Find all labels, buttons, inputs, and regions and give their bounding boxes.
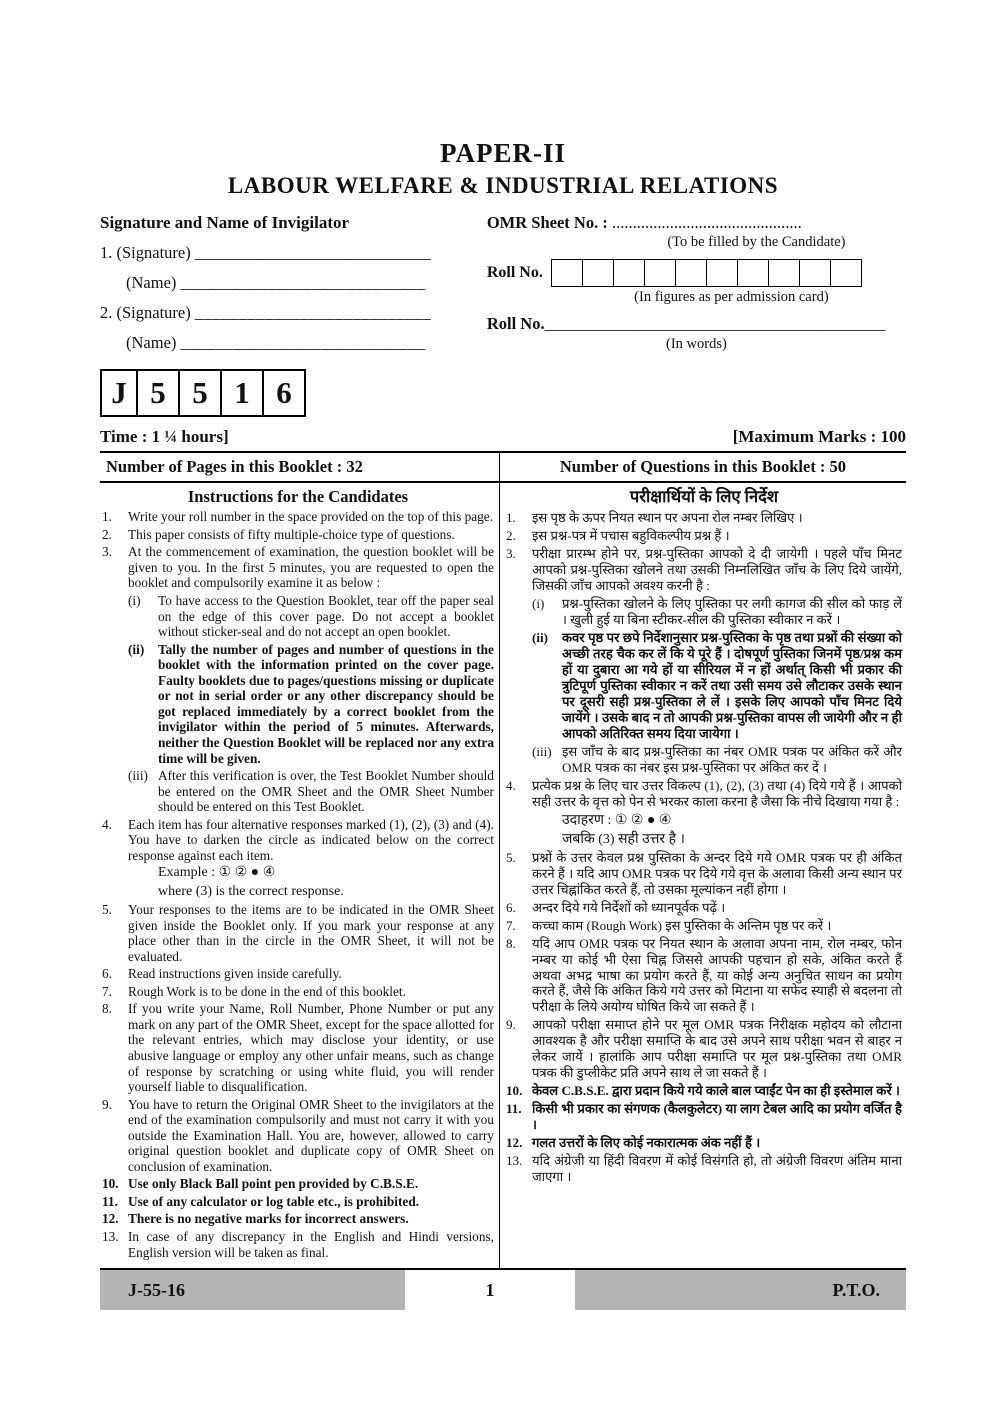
instruction-text: Read instructions given inside carefully. [128,966,342,982]
instruction-text: Your responses to the items are to be indicated in the OMR Sheet given inside the Booklet only. If you mark your response at any place other than in the circle in the OMR Sheet, it will not be evaluated. [128,902,494,964]
instruction-item [102,527,494,543]
header-section [100,213,906,417]
instruction-number: 3. [102,544,112,560]
footer-booklet-code-text: J-55-16 [128,1279,185,1300]
roll-no-words-row [487,314,906,334]
roll-no-cell [799,260,830,287]
instruction-text: इस प्रश्न-पत्र में पचास बहुविकल्पीय प्रश्न हैं । [531,528,730,544]
name-1-label: (Name) [126,273,177,292]
instructions-english [100,483,499,1268]
booklet-code-cell: 5 [137,370,179,416]
instruction-item [102,1176,494,1192]
instruction-text: प्रश्नों के उत्तर केवल प्रश्न पुस्तिका के अन्दर दिये गये OMR पत्रक पर ही अंकित करने हैं । यदि आप OMR पत्रक पर दिये गये वृत्त के अलावा किसी अन्य स्थान पर उत्तर चिह्नांकित करते हैं, तो उसका मूल्यांकन नहीं होगा । [531,849,902,897]
instruction-item [102,544,494,591]
invigilator-section [100,213,483,417]
instruction-item [128,642,494,766]
instruction-number: 2. [102,526,112,542]
instruction-text: This paper consists of fifty multiple-choice type of questions. [128,526,455,542]
footer-bar [100,1270,906,1310]
roll-no-label: Roll No. [486,264,543,281]
signature-2-blank: ___________________________ [194,303,432,322]
roll-no-cell [706,260,737,287]
name-line-1 [126,273,477,293]
instruction-text: Write your roll number in the space provided on the top of this page. [128,509,494,525]
booklet-code-box [100,369,306,417]
roll-no-cell [830,260,861,287]
instruction-item [102,984,494,1000]
instruction-item [532,596,902,628]
roll-no-cell [768,260,799,287]
signature-1-blank: ___________________________ [194,243,432,262]
roll-no-row [487,259,906,287]
instruction-text: After this verification is over, the Test Booklet Number should be entered on the OMR Sheet and the OMR Sheet Number should be entered on this Test Booklet. [158,768,494,815]
instruction-item [102,1001,494,1094]
instruction-number: 4. [505,777,516,793]
time-marks-row [100,427,906,451]
booklet-code-cell: 5 [179,370,221,416]
instruction-text: You have to return the Original OMR Sheet to the invigilators at the end of the examination compulsorily and must not carry it with you outside the Examination Hall. You are, however, allowed to carry original question booklet and duplicate copy of OMR Sheet on conclusion of examination. [128,1096,494,1174]
instruction-text: Rough Work is to be done in the end of this booklet. [128,983,406,999]
footer-page-number: 1 [485,1279,495,1300]
roll-no-words-blank: _______________________________________ [544,314,886,333]
roll-no-boxes [551,259,862,287]
instruction-text: आपको परीक्षा समाप्त होने पर मूल OMR पत्रक निरीक्षक महोदय को लौटाना आवश्यक है और परीक्षा समाप्ति के बाद उसे अपने साथ परीक्षा भवन से बाहर न लेकर जायें । हालांकि आप परीक्षा समाप्ति पर मूल प्रश्न-पुस्तिका तथा OMR पत्रक की डुप्लीकेट प्रति अपने साथ ले जा सकते हैं । [531,1017,902,1081]
roll-no-cell [675,260,706,287]
instruction-text: अन्दर दिये गये निर्देशों को ध्यानपूर्वक पढ़ें । [531,899,726,915]
instruction-item [506,1153,902,1185]
instruction-item [128,593,494,640]
name-2-blank: ____________________________ [180,333,426,352]
instruction-text: इस जाँच के बाद प्रश्न-पुस्तिका का नंबर OMR पत्रक पर अंकित करें और OMR पत्रक का नंबर इस प्रश्न-पुस्तिका पर अंकित कर दें । [561,743,902,775]
instruction-text: At the commencement of examination, the question booklet will be given to you. In the first 5 minutes, you are requested to open the booklet and compulsorily examine it as below : [128,544,494,591]
questions-count: Number of Questions in this Booklet : 50 [499,453,906,481]
instruction-item [506,528,902,544]
page-content [100,138,906,1310]
invigilator-heading: Signature and Name of Invigilator [100,213,350,232]
name-2-label: (Name) [126,333,177,352]
roll-no-cell [644,260,675,287]
instruction-number: 6. [102,966,112,982]
title-block [100,138,906,199]
instruction-text: कच्चा काम (Rough Work) इस पुस्तिका के अन्तिम पृष्ठ पर करें । [531,917,832,933]
instruction-text: If you write your Name, Roll Number, Phone Number or put any mark on any part of the OMR Sheet, except for the space allotted for the relevant entries, which may disclose your identity, or use abusive language or employ any other unfair means, such as change of response by scratching or using white fluid, you will render yourself liable to disqualification. [128,1001,494,1095]
instruction-item [102,902,494,964]
instruction-number: 4. [102,816,112,832]
instruction-item [506,510,902,526]
instruction-text: प्रत्येक प्रश्न के लिए चार उत्तर विकल्प (1), (2), (3) तथा (4) दिये गये हैं । आपको सही उत्तर के वृत्त को पेन से भरकर काला करना है जैसा कि नीचे दिखाया गया है : [531,777,902,809]
instruction-item [102,966,494,982]
roll-no-words-note: (In words) [666,336,727,352]
instruction-extra: Example : ① ② ● ④ [158,865,276,881]
instruction-number: 5. [505,849,516,865]
instruction-extra: उदाहरण : ① ② ● ④ [561,812,672,828]
signature-1-label: 1. (Signature) [100,243,191,262]
instruction-number: 13. [505,1153,523,1169]
instruction-number: (ii) [128,641,145,657]
omr-sheet-no-label: OMR Sheet No. : [486,213,608,232]
signature-2-label: 2. (Signature) [100,303,191,322]
instruction-text: गलत उत्तरों के लिए कोई नकारात्मक अंक नहीं हैं । [531,1135,761,1151]
instruction-number: (i) [531,595,545,611]
instruction-text: यदि आप OMR पत्रक पर नियत स्थान के अलावा अपना नाम, रोल नम्बर, फोन नम्बर या कोई भी ऐसा चिह्न जिससे आपकी पहचान हो सके, अंकित करते हैं अथवा अभद्र भाषा का प्रयोग करते हैं, या कोई अन्य अनुचित साधन का प्रयोग करते हैं, जैसे कि अंकित किये गये उत्तर को मिटाना या सफेद स्याही से बदलना तो परीक्षा के लिये अयोग्य घोषित किये जा सकते हैं । [531,935,902,1015]
instructions-english-list [102,509,494,1260]
name-line-2 [126,333,477,353]
instruction-number: 1. [505,510,516,526]
roll-no-cell [582,260,613,287]
instruction-number: 8. [505,935,516,951]
instruction-extra: जबकि (3) सही उत्तर है । [561,831,685,847]
instruction-text: किसी भी प्रकार का संगणक (कैलकुलेटर) या लाग टेबल आदि का प्रयोग वर्जित है । [531,1101,902,1133]
instruction-number: 3. [505,546,516,562]
instruction-item [102,817,494,864]
footer-pto-text: P.T.O. [832,1279,880,1300]
instruction-item [506,918,902,934]
instruction-number: 12. [102,1211,119,1227]
instruction-item [506,1017,902,1081]
booklet-code-cell: J [101,370,137,416]
instruction-number: 1. [102,509,112,525]
instructions-hindi [499,483,906,1268]
booklet-code-cell: 6 [263,370,305,416]
instruction-text: Each item has four alternative responses marked (1), (2), (3) and (4). You have to darken the circle as indicated below on the correct response against each item. [128,816,494,863]
instruction-number: 12. [505,1135,523,1151]
instruction-item [506,1135,902,1151]
instruction-item [506,546,902,594]
instructions-section [100,483,906,1270]
instruction-text: प्रश्न-पुस्तिका खोलने के लिए पुस्तिका पर लगी कागज की सील को फाड़ लें । खुली हुई या बिना स्टीकर-सील की पुस्तिका स्वीकार न करें । [561,595,902,627]
instruction-number: 8. [102,1001,112,1017]
instruction-number: 11. [102,1193,118,1209]
maximum-marks-label: [Maximum Marks : 100 [732,427,906,446]
instruction-number: 9. [102,1096,112,1112]
instructions-hindi-heading: परीक्षार्थियों के लिए निर्देश [629,487,779,506]
instruction-item [102,1097,494,1175]
instruction-number: (ii) [531,629,548,645]
booklet-code-cell: 1 [221,370,263,416]
instruction-number: 9. [505,1017,516,1033]
instruction-text: परीक्षा प्रारम्भ होने पर, प्रश्न-पुस्तिका आपको दे दी जायेगी । पहले पाँच मिनट आपको प्रश्न-पुस्तिका खोलने तथा उसकी निम्नलिखित जाँच के लिए दिये जायेंगे, जिसकी जाँच आपको अवश्य करनी है : [531,546,902,593]
omr-sheet-no-row [487,213,906,233]
instruction-text: Use only Black Ball point pen provided by C.B.S.E. [128,1176,419,1192]
instruction-number: (iii) [531,743,552,759]
footer-pto [575,1270,906,1310]
instruction-text: In case of any discrepancy in the English and Hindi versions, English version will be taken as final. [128,1229,494,1260]
name-1-blank: ____________________________ [180,273,426,292]
instruction-item [102,1229,494,1260]
instruction-text: यदि अंग्रेजी या हिंदी विवरण में कोई विसंगति हो, तो अंग्रेजी विवरण अंतिम माना जाएगा । [531,1153,902,1185]
instruction-item [102,1194,494,1210]
roll-no-cell [737,260,768,287]
instruction-number: 13. [102,1229,119,1245]
pages-questions-row [100,451,906,483]
instruction-item [532,744,902,776]
instruction-number: 10. [505,1083,523,1099]
omr-sheet-no-blank: .............................................. [611,213,802,232]
instruction-item [532,630,902,742]
instruction-number: 6. [505,899,516,915]
instruction-text: कवर पृष्ठ पर छपे निर्देशानुसार प्रश्न-पुस्तिका के पृष्ठ तथा प्रश्नों की संख्या को अच्छी तरह चैक कर लें कि ये पूरे हैं । दोषपूर्ण पुस्तिका जिनमें पृष्ठ/प्रश्न कम हों या दुबारा आ गये हों या सीरियल में न हों अर्थात् किसी भी प्रकार की त्रुटिपूर्ण पुस्तिका स्वीकार न करें तथा उसी समय उसे लौटाकर उसके स्थान पर दूसरी सही प्रश्न-पुस्तिका ले लें । इसके लिए आपको पाँच मिनट दिये जायेंगे । उसके बाद न तो आपकी प्रश्न-पुस्तिका वापस ली जायेगी और न ही आपको अतिरिक्त समय दिया जायेगा । [561,629,902,741]
instruction-text: Tally the number of pages and number of questions in the booklet with the information printed on the cover page. Faulty booklets due to pages/questions missing or duplicate or not in serial order or any other discrepancy should be got replaced immediately by a correct booklet from the invigilator within the period of 5 minutes. Afterwards, neither the Question Booklet will be replaced nor any extra time will be given. [158,641,494,766]
candidate-section [483,213,906,417]
instruction-text: केवल C.B.S.E. द्वारा प्रदान किये गये काले बाल प्वाईंट पेन का ही इस्तेमाल करें । [531,1083,900,1099]
roll-no-cell [551,260,582,287]
instruction-item [506,936,902,1016]
instruction-item [128,768,494,815]
instructions-english-heading: Instructions for the Candidates [187,487,409,506]
signature-line-1 [100,243,477,263]
instruction-number: 2. [505,528,516,544]
instruction-text: There is no negative marks for incorrect answers. [128,1211,409,1227]
pages-count: Number of Pages in this Booklet : 32 [106,457,363,476]
instruction-item [506,1083,902,1099]
footer-booklet-code [100,1270,405,1310]
instruction-item [506,1101,902,1133]
instruction-item [506,850,902,898]
instruction-number: (i) [128,593,141,609]
instruction-text: इस पृष्ठ के ऊपर नियत स्थान पर अपना रोल नम्बर लिखिए । [531,510,803,526]
instruction-number: 7. [102,983,112,999]
instruction-item [102,1211,494,1227]
signature-line-2 [100,303,477,323]
instructions-hindi-list [506,510,902,1185]
instruction-number: 7. [505,917,516,933]
roll-no-note: (In figures as per admission card) [634,289,829,305]
omr-note: (To be filled by the Candidate) [667,234,846,250]
instruction-text: Use of any calculator or log table etc., is prohibited. [128,1193,420,1209]
instruction-text: To have access to the Question Booklet, tear off the paper seal on the edge of this cover page. Do not accept a booklet without sticker-seal and do not accept an open booklet. [158,593,494,640]
time-label: Time : 1 ¼ hours] [100,427,229,446]
paper-subtitle: LABOUR WELFARE & INDUSTRIAL RELATIONS [227,173,779,198]
instruction-item [506,778,902,810]
roll-no-words-label: Roll No. [486,314,545,333]
instruction-extra: where (3) is the correct response. [158,883,344,899]
instruction-number: 5. [102,902,112,918]
instruction-item [102,509,494,525]
instruction-item [506,900,902,916]
instruction-number: 10. [102,1176,119,1192]
paper-title: PAPER-II [440,138,566,168]
instruction-number: 11. [505,1101,522,1117]
instruction-number: (iii) [128,768,148,784]
roll-no-cell [613,260,644,287]
